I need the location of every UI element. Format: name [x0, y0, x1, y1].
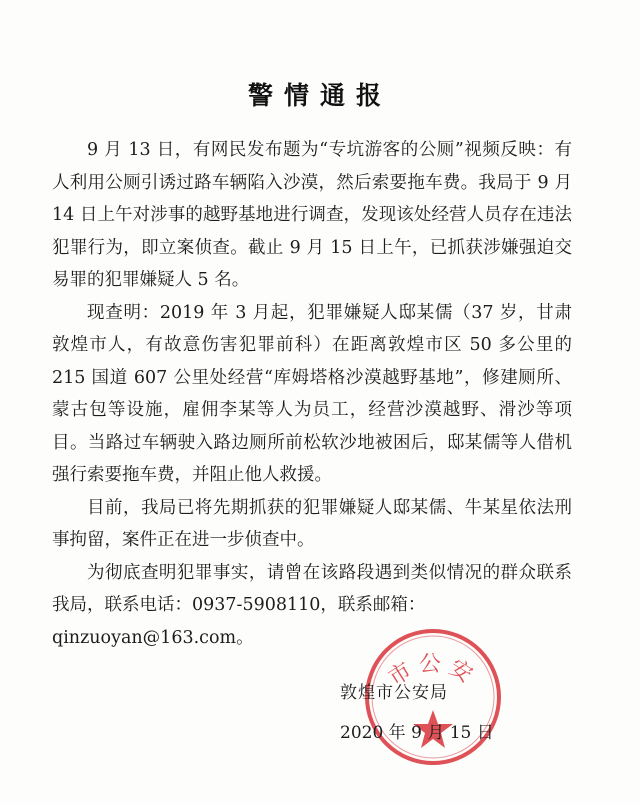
paragraph-2: 现查明：2019 年 3 月起，犯罪嫌疑人邸某儒（37 岁，甘肃敦煌市人，有故意伤害犯罪前科）在距离敦煌市区 50 多公里的 215 国道 607 公里处经营“库姆塔格沙漠越野基地”，修建厕所、蒙古包等设施，雇佣李某等人为员工，经营沙漠越野、滑沙等项目。当路过车辆驶入路边厕所前松软沙地被困后，邸某儒等人借机强行索要拖车费，并阻止他人救援。 — [52, 302, 572, 485]
seal-text: 市公安 — [384, 652, 482, 692]
paragraph-1: 9 月 13 日，有网民发布题为“专坑游客的公厕”视频反映：有人利用公厕引诱过路车辆陷入沙漠，然后索要拖车费。我局于 9 月 14 日上午对涉事的越野基地进行调查，发现该处经营人员存在违法犯罪行为，即立案侦查。截止 9 月 15 日上午，已抓获涉嫌强迫交易罪的犯罪嫌疑人 5 名。 — [52, 140, 572, 290]
contact-email: qinzuoyan@163.com。 — [52, 627, 254, 648]
document-title: 警情通报 — [247, 81, 392, 110]
signature-date: 2020 年 9 月 15 日 — [340, 723, 494, 743]
paragraph-4: 为彻底查明犯罪事实，请曾在该路段遇到类似情况的群众联系我局，联系电话：0937-5908110，联系邮箱： — [52, 562, 572, 615]
document-body — [52, 134, 572, 654]
paragraph-3: 目前，我局已将先期抓获的犯罪嫌疑人邸某儒、牛某星依法刑事拘留，案件正在进一步侦查中。 — [52, 497, 572, 550]
signature-organization: 敦煌市公安局 — [340, 683, 448, 703]
